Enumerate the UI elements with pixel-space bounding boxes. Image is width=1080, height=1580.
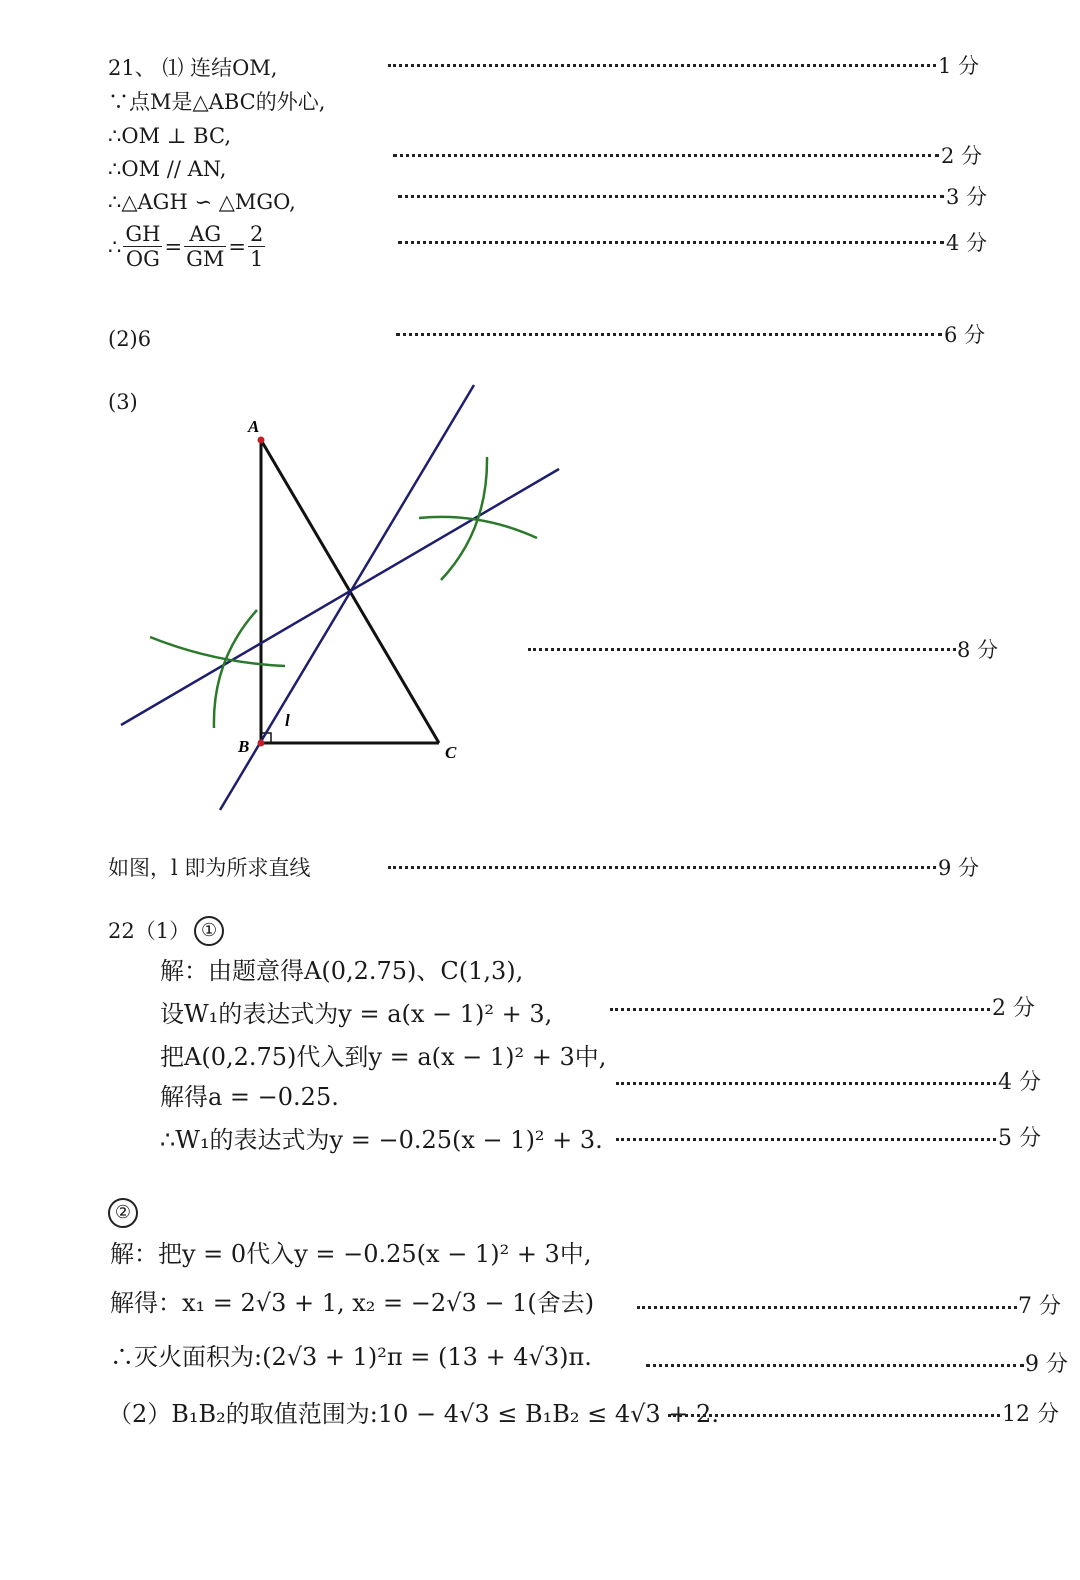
- q22-sub1-line-1: 解：由题意得A(0,2.75)、C(1,3),: [160, 957, 524, 985]
- score-leader: [668, 1414, 1000, 1417]
- equals-sign: =: [164, 234, 183, 259]
- construction-arc: [214, 610, 257, 728]
- q21-line-1: 21、 ⑴ 连结OM,: [108, 56, 278, 80]
- q22-sub2-line-3: ∴灭火面积为:(2√3 + 1)²π = (13 + 4√3)π.: [110, 1343, 592, 1371]
- q22-score-12: 12 分: [1002, 1402, 1059, 1427]
- q21-part2: (2)6: [108, 327, 152, 351]
- q22-sub2-line-1: 解：把y = 0代入y = −0.25(x − 1)² + 3中,: [110, 1240, 592, 1268]
- q22-number: 22（1）: [108, 919, 191, 943]
- score-9: 9 分: [938, 856, 980, 880]
- equals-sign: =: [228, 234, 246, 259]
- q22-sub1-line-4: 解得a = −0.25.: [160, 1083, 339, 1111]
- q21-conclusion: 如图，l 即为所求直线: [108, 856, 311, 880]
- q22-header: [108, 916, 224, 946]
- q21-line-4: ∴OM // AN,: [108, 157, 227, 181]
- q22-score-2: 2 分: [992, 996, 1035, 1021]
- score-2: 2 分: [941, 144, 983, 168]
- line-l: [220, 385, 474, 810]
- score-6: 6 分: [944, 323, 986, 347]
- q21-line-5: ∴△AGH ∽ △MGO,: [108, 190, 296, 214]
- score-4: 4 分: [946, 231, 988, 255]
- q22-circle2-wrap: [108, 1197, 138, 1228]
- score-1: 1 分: [938, 54, 980, 78]
- point-b-dot: [258, 740, 265, 747]
- q22-score-9: 9 分: [1025, 1352, 1068, 1377]
- q22-sub1-line-2: 设W₁的表达式为y = a(x − 1)² + 3,: [160, 1000, 553, 1028]
- score-3: 3 分: [946, 185, 988, 209]
- label-l: l: [285, 711, 290, 730]
- point-a-dot: [258, 437, 265, 444]
- perpendicular-bisector: [121, 469, 559, 725]
- q22-sub2-line-2: 解得：x₁ = 2√3 + 1, x₂ = −2√3 − 1(舍去): [110, 1289, 595, 1317]
- q22-score-5: 5 分: [998, 1126, 1041, 1151]
- label-b: B: [238, 737, 250, 756]
- fraction-2-1: $\frac{2}{1}$: [249, 222, 264, 271]
- label-c: C: [445, 743, 457, 762]
- circled-two: ②: [108, 1198, 138, 1228]
- q22-part2: （2）B₁B₂的取值范围为:10 − 4√3 ≤ B₁B₂ ≤ 4√3 + 2.: [108, 1400, 719, 1428]
- score-leader: [528, 648, 956, 651]
- q22-score-4: 4 分: [998, 1070, 1041, 1095]
- score-leader: [646, 1364, 1024, 1367]
- q21-line-3: ∴OM ⊥ BC,: [108, 124, 231, 148]
- q21-line-2: ∵点M是△ABC的外心,: [108, 90, 326, 114]
- score-leader: [637, 1306, 1017, 1309]
- score-8: 8 分: [957, 638, 999, 662]
- q22-sub1-line-3: 把A(0,2.75)代入到y = a(x − 1)² + 3中,: [160, 1043, 607, 1071]
- score-leader: [616, 1082, 996, 1085]
- q21-part3-label: (3): [108, 390, 138, 414]
- score-leader: [388, 866, 936, 869]
- q22-score-7: 7 分: [1018, 1294, 1061, 1319]
- q22-sub1-line-5: ∴W₁的表达式为y = −0.25(x − 1)² + 3.: [160, 1126, 603, 1154]
- circled-one: ①: [194, 916, 224, 946]
- fraction-ag-gm: $\frac{AG}{GM}$: [186, 222, 225, 271]
- label-a: A: [248, 417, 260, 436]
- therefore-symbol: ∴: [108, 234, 122, 259]
- fraction-gh-og: $\frac{GH}{OG}$: [125, 222, 161, 271]
- score-leader: [610, 1008, 990, 1011]
- score-leader: [616, 1138, 996, 1141]
